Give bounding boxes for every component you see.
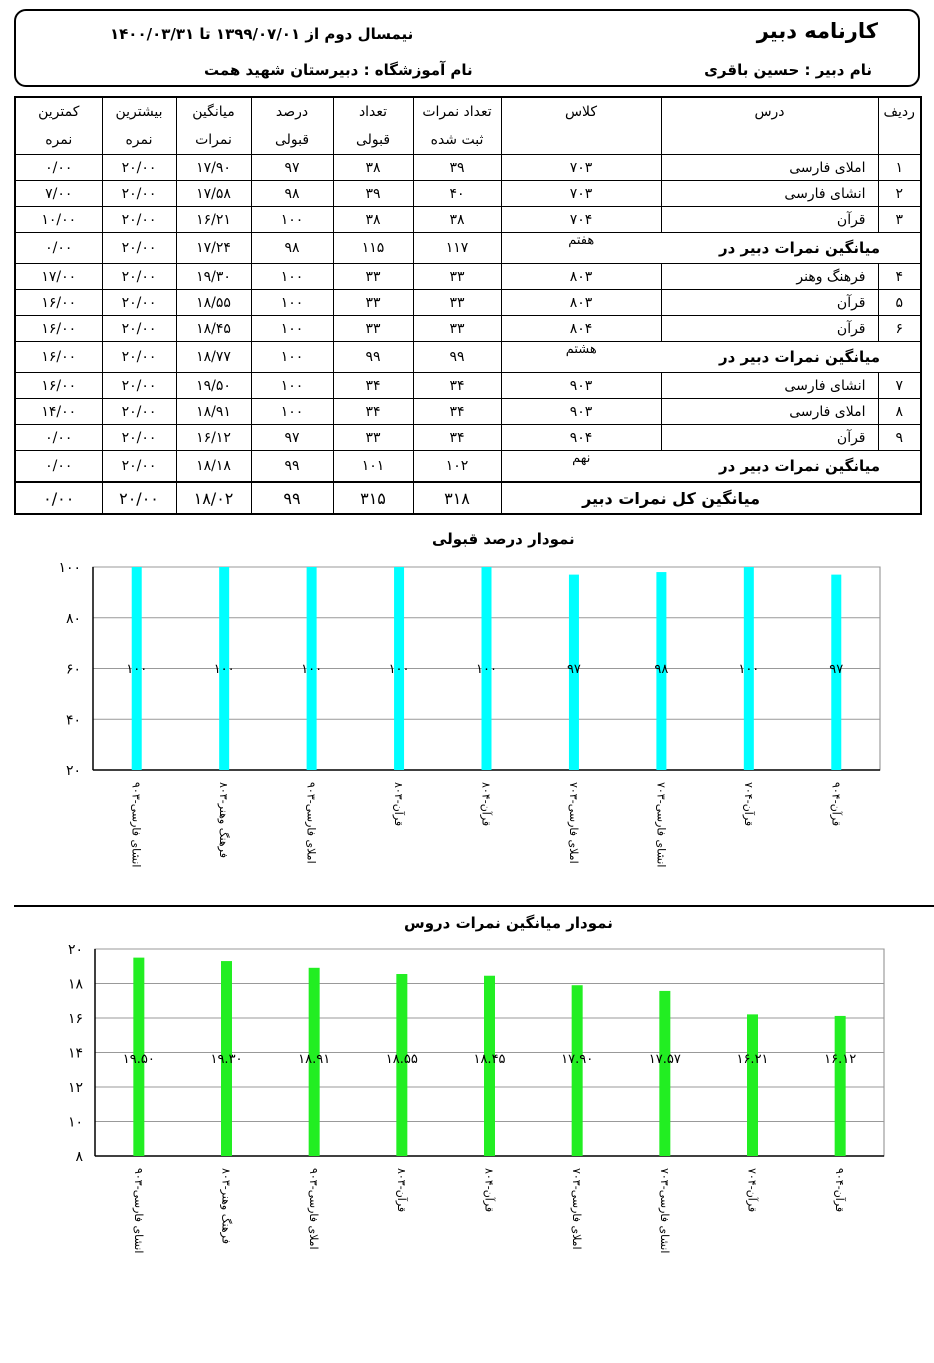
grade-count-cell: ۳۳ [413, 290, 501, 316]
avg-grade-cell: ۱۶/۲۱ [176, 207, 251, 233]
header-avg-sub: نمرات [176, 126, 251, 155]
max-grade-cell: ۲۰/۰۰ [102, 155, 176, 181]
avg-grade-cell: ۱۹/۳۰ [176, 264, 251, 290]
teacher-label: نام دبیر : [804, 61, 872, 79]
x-category-label: قرآن-۷۰۴ [741, 782, 755, 827]
class-cell: ۷۰۳ [501, 155, 661, 181]
y-tick-label: ۸ [75, 1149, 83, 1165]
y-tick-label: ۴۰ [65, 712, 81, 729]
header-max: بیشترین [102, 97, 176, 126]
class-cell: ۸۰۴ [501, 316, 661, 342]
average-grade-chart [0, 940, 934, 1270]
header-passed: تعداد [333, 97, 413, 126]
max-grade-cell: ۲۰/۰۰ [102, 425, 176, 451]
min-grade-cell: ۱۶/۰۰ [15, 342, 102, 373]
lesson-cell: فرهنگ وهنر [661, 264, 878, 290]
passed-count-cell: ۳۳ [333, 316, 413, 342]
bar-value-label: ۱۶.۱۲ [824, 1052, 857, 1067]
header-row-bottom [15, 126, 921, 155]
bar-value-label: ۹۸ [654, 662, 669, 677]
max-grade-cell: ۲۰/۰۰ [102, 264, 176, 290]
bar-value-label: ۱۸.۵۵ [385, 1052, 418, 1067]
pass-percent-cell: ۱۰۰ [251, 342, 333, 373]
bar-value-label: ۱۸.۹۱ [298, 1052, 331, 1067]
min-grade-cell: ۱۰/۰۰ [15, 207, 102, 233]
pass-percent-cell: ۱۰۰ [251, 207, 333, 233]
bar-value-label: ۱۰۰ [126, 662, 148, 677]
bar [572, 985, 583, 1156]
y-tick-label: ۱۰۰ [58, 560, 81, 576]
pass-percent-cell: ۱۰۰ [251, 264, 333, 290]
y-tick-label: ۶۰ [65, 661, 81, 678]
max-grade-cell: ۲۰/۰۰ [102, 290, 176, 316]
pass-percent-cell: ۹۸ [251, 181, 333, 207]
bar-value-label: ۹۷ [829, 662, 844, 677]
avg-grade-cell: ۱۹/۵۰ [176, 373, 251, 399]
bar-value-label: ۱۰۰ [388, 662, 410, 677]
grade-level-cell: نهم [501, 451, 661, 483]
header-count-sub: ثبت شده [413, 126, 501, 155]
class-cell: ۸۰۳ [501, 264, 661, 290]
grade-count-cell: ۱۰۲ [413, 451, 501, 483]
y-tick-label: ۱۶ [67, 1011, 83, 1027]
max-grade-cell: ۲۰/۰۰ [102, 373, 176, 399]
header-class: کلاس [501, 97, 661, 126]
grade-count-cell: ۳۴ [413, 425, 501, 451]
x-category-label: املای فارسی-۷۰۳ [570, 1168, 584, 1250]
total-min: ۰/۰۰ [15, 482, 102, 514]
table-row [15, 373, 921, 399]
avg-grade-cell: ۱۸/۷۷ [176, 342, 251, 373]
table-row [15, 264, 921, 290]
pass-percent-cell: ۱۰۰ [251, 399, 333, 425]
max-grade-cell: ۲۰/۰۰ [102, 181, 176, 207]
y-tick-label: ۲۰ [67, 942, 83, 958]
table-row [15, 425, 921, 451]
pass-rate-chart [0, 555, 934, 895]
row-number-cell: ۳ [878, 207, 921, 233]
passed-count-cell: ۳۴ [333, 399, 413, 425]
lesson-cell: قرآن [661, 316, 878, 342]
row-number-cell: ۷ [878, 373, 921, 399]
class-cell: ۹۰۴ [501, 425, 661, 451]
passed-count-cell: ۱۰۱ [333, 451, 413, 483]
x-category-label: قرآن-۹۰۴ [829, 782, 843, 827]
y-tick-label: ۸۰ [65, 610, 81, 627]
x-category-label: املای فارسی-۹۰۳ [304, 782, 318, 864]
section-divider [14, 905, 934, 907]
passed-count-cell: ۳۳ [333, 290, 413, 316]
avg-grade-cell: ۱۶/۱۲ [176, 425, 251, 451]
bar-value-label: ۱۹.۳۰ [210, 1052, 243, 1067]
min-grade-cell: ۱۶/۰۰ [15, 290, 102, 316]
avg-grade-cell: ۱۸/۴۵ [176, 316, 251, 342]
table-row [15, 316, 921, 342]
grade-average-row [15, 233, 921, 264]
pass-percent-cell: ۹۷ [251, 155, 333, 181]
grade-count-cell: ۹۹ [413, 342, 501, 373]
lesson-cell: قرآن [661, 425, 878, 451]
grade-average-label: میانگین نمرات دبیر در [661, 451, 921, 483]
class-cell: ۷۰۴ [501, 207, 661, 233]
min-grade-cell: ۱۶/۰۰ [15, 316, 102, 342]
bar [835, 1016, 846, 1156]
grade-count-cell: ۱۱۷ [413, 233, 501, 264]
avg-grade-cell: ۱۷/۵۸ [176, 181, 251, 207]
class-cell: ۹۰۳ [501, 399, 661, 425]
teacher-name: حسین باقری [704, 61, 800, 79]
row-number-cell: ۲ [878, 181, 921, 207]
grade-count-cell: ۳۴ [413, 373, 501, 399]
x-category-label: قرآن-۸۰۳ [392, 782, 406, 827]
avg-grade-cell: ۱۸/۱۸ [176, 451, 251, 483]
grade-count-cell: ۳۴ [413, 399, 501, 425]
report-table [14, 96, 922, 515]
x-category-label: قرآن-۸۰۴ [479, 782, 493, 827]
bar-value-label: ۱۰۰ [476, 662, 497, 677]
total-passed: ۳۱۵ [333, 482, 413, 514]
row-number-cell: ۱ [878, 155, 921, 181]
table-row [15, 290, 921, 316]
bar-value-label: ۱۷.۹۰ [561, 1052, 594, 1067]
row-number-cell: ۴ [878, 264, 921, 290]
x-category-label: قرآن-۸۰۴ [482, 1168, 496, 1213]
avg-grade-cell: ۱۸/۵۵ [176, 290, 251, 316]
header-count: تعداد نمرات [413, 97, 501, 126]
class-cell: ۸۰۳ [501, 290, 661, 316]
y-tick-label: ۲۰ [65, 763, 81, 779]
grade-count-cell: ۴۰ [413, 181, 501, 207]
y-tick-label: ۱۴ [67, 1045, 83, 1062]
bar-value-label: ۱۷.۵۷ [648, 1052, 681, 1067]
x-category-label: قرآن-۸۰۳ [394, 1168, 408, 1213]
grade-average-row [15, 342, 921, 373]
max-grade-cell: ۲۰/۰۰ [102, 451, 176, 483]
min-grade-cell: ۷/۰۰ [15, 181, 102, 207]
lesson-cell: املای فارسی [661, 399, 878, 425]
bar [659, 991, 670, 1156]
bar-value-label: ۱۶.۲۱ [736, 1052, 769, 1067]
grade-count-cell: ۳۳ [413, 264, 501, 290]
grade-average-label: میانگین نمرات دبیر در [661, 342, 921, 373]
passed-count-cell: ۱۱۵ [333, 233, 413, 264]
total-count: ۳۱۸ [413, 482, 501, 514]
max-grade-cell: ۲۰/۰۰ [102, 399, 176, 425]
x-category-label: قرآن-۹۰۴ [833, 1168, 847, 1213]
chart1-title: نمودار درصد قبولی [432, 530, 575, 548]
avg-grade-cell: ۱۷/۲۴ [176, 233, 251, 264]
teacher-info [704, 61, 872, 79]
bar-value-label: ۱۰۰ [738, 662, 760, 677]
max-grade-cell: ۲۰/۰۰ [102, 207, 176, 233]
y-tick-label: ۱۸ [67, 976, 83, 993]
header-box [14, 9, 920, 87]
header-min: کمترین [15, 97, 102, 126]
header-percent-sub: قبولی [251, 126, 333, 155]
bar [747, 1014, 758, 1156]
grade-level-cell: هفتم [501, 233, 661, 264]
avg-grade-cell: ۱۷/۹۰ [176, 155, 251, 181]
x-category-label: قرآن-۷۰۴ [745, 1168, 759, 1213]
x-category-label: فرهنگ وهنر-۸۰۳ [219, 1168, 233, 1244]
table-row [15, 399, 921, 425]
pass-percent-cell: ۱۰۰ [251, 290, 333, 316]
x-category-label: فرهنگ وهنر-۸۰۳ [217, 782, 231, 858]
y-tick-label: ۱۰ [67, 1114, 83, 1131]
header-row-num: ردیف [878, 97, 921, 126]
total-percent: ۹۹ [251, 482, 333, 514]
header-max-sub: نمره [102, 126, 176, 155]
row-number-cell: ۹ [878, 425, 921, 451]
passed-count-cell: ۳۸ [333, 207, 413, 233]
header-min-sub: نمره [15, 126, 102, 155]
x-category-label: انشای فارسی-۹۰۳ [129, 782, 143, 868]
class-cell: ۷۰۳ [501, 181, 661, 207]
grade-level-cell: هشتم [501, 342, 661, 373]
header-avg: میانگین [176, 97, 251, 126]
total-label: میانگین کل نمرات دبیر [501, 482, 921, 514]
bar-value-label: ۱۸.۴۵ [473, 1052, 506, 1067]
school-info [204, 61, 473, 79]
bar-value-label: ۱۰۰ [213, 662, 235, 677]
table-row [15, 181, 921, 207]
grade-average-row [15, 451, 921, 483]
chart2-title: نمودار میانگین نمرات دروس [404, 914, 613, 932]
passed-count-cell: ۳۳ [333, 264, 413, 290]
semester-range: نیمسال دوم از ۱۳۹۹/۰۷/۰۱ تا ۱۴۰۰/۰۳/۳۱ [110, 25, 414, 43]
bar-value-label: ۱۰۰ [301, 662, 323, 677]
bar-value-label: ۹۷ [566, 662, 581, 677]
passed-count-cell: ۹۹ [333, 342, 413, 373]
lesson-cell: قرآن [661, 290, 878, 316]
total-row [15, 482, 921, 514]
pass-percent-cell: ۱۰۰ [251, 373, 333, 399]
min-grade-cell: ۱۶/۰۰ [15, 373, 102, 399]
y-tick-label: ۱۲ [67, 1080, 83, 1096]
pass-percent-cell: ۹۹ [251, 451, 333, 483]
row-number-cell: ۶ [878, 316, 921, 342]
max-grade-cell: ۲۰/۰۰ [102, 233, 176, 264]
header-percent: درصد [251, 97, 333, 126]
school-name: دبیرستان شهید همت [204, 61, 359, 79]
min-grade-cell: ۰/۰۰ [15, 233, 102, 264]
x-category-label: املای فارسی-۹۰۳ [307, 1168, 321, 1250]
min-grade-cell: ۱۴/۰۰ [15, 399, 102, 425]
header-passed-sub: قبولی [333, 126, 413, 155]
passed-count-cell: ۳۸ [333, 155, 413, 181]
max-grade-cell: ۲۰/۰۰ [102, 316, 176, 342]
avg-grade-cell: ۱۸/۹۱ [176, 399, 251, 425]
report-title: کارنامه دبیر [756, 19, 878, 43]
lesson-cell: انشای فارسی [661, 181, 878, 207]
pass-percent-cell: ۱۰۰ [251, 316, 333, 342]
total-avg: ۱۸/۰۲ [176, 482, 251, 514]
x-category-label: انشای فارسی-۷۰۳ [654, 782, 668, 868]
x-category-label: انشای فارسی-۷۰۳ [657, 1168, 671, 1254]
bar-value-label: ۱۹.۵۰ [122, 1052, 155, 1067]
table-row [15, 207, 921, 233]
grade-count-cell: ۳۳ [413, 316, 501, 342]
x-category-label: املای فارسی-۷۰۳ [566, 782, 580, 864]
x-category-label: انشای فارسی-۹۰۳ [131, 1168, 145, 1254]
pass-percent-cell: ۹۸ [251, 233, 333, 264]
lesson-cell: املای فارسی [661, 155, 878, 181]
min-grade-cell: ۰/۰۰ [15, 451, 102, 483]
total-max: ۲۰/۰۰ [102, 482, 176, 514]
passed-count-cell: ۳۹ [333, 181, 413, 207]
header-row-top [15, 97, 921, 126]
pass-percent-cell: ۹۷ [251, 425, 333, 451]
grade-count-cell: ۳۸ [413, 207, 501, 233]
header-lesson: درس [661, 97, 878, 126]
min-grade-cell: ۱۷/۰۰ [15, 264, 102, 290]
lesson-cell: انشای فارسی [661, 373, 878, 399]
passed-count-cell: ۳۳ [333, 425, 413, 451]
table-row [15, 155, 921, 181]
row-number-cell: ۸ [878, 399, 921, 425]
row-number-cell: ۵ [878, 290, 921, 316]
grade-count-cell: ۳۹ [413, 155, 501, 181]
passed-count-cell: ۳۴ [333, 373, 413, 399]
class-cell: ۹۰۳ [501, 373, 661, 399]
max-grade-cell: ۲۰/۰۰ [102, 342, 176, 373]
grade-average-label: میانگین نمرات دبیر در [661, 233, 921, 264]
school-label: نام آموزشگاه : [363, 61, 473, 79]
lesson-cell: قرآن [661, 207, 878, 233]
min-grade-cell: ۰/۰۰ [15, 425, 102, 451]
min-grade-cell: ۰/۰۰ [15, 155, 102, 181]
